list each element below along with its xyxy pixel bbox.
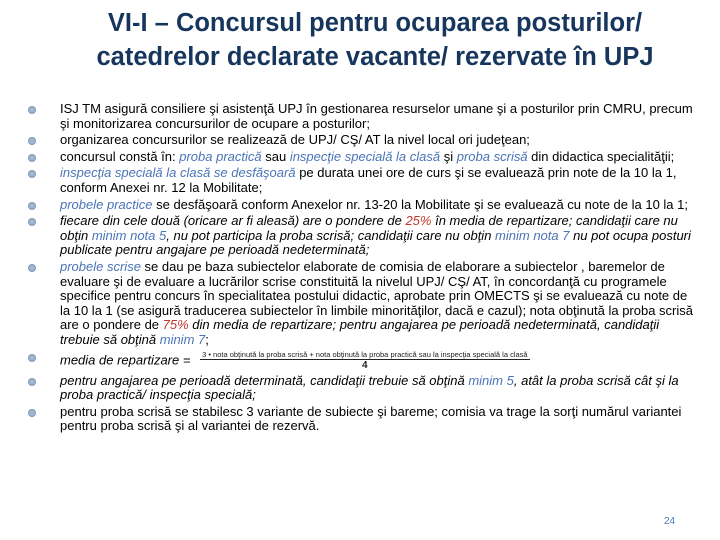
bullet-dot	[28, 154, 36, 162]
highlight-probele-scrise: probele scrise	[60, 258, 141, 274]
bullet-text: pe durata unei ore de curs şi se evaluează prin note de la 10 la 1, conform Anexei nr. 12 la Mobilitate;	[60, 165, 677, 195]
bullet-dot	[28, 170, 36, 178]
bullet-dot	[28, 106, 36, 114]
bullet-text: nu pot ocupa posturi publicate pentru angajare pe perioadă nedeterminată;	[60, 227, 691, 258]
bullet-text: se desfăşoară conform Anexelor nr. 13-20 la Mobilitate şi se evaluează cu note de la 10 la 1;	[152, 196, 688, 212]
bullet-dot	[28, 409, 36, 417]
bullet-text: se dau pe baza subiectelor elaborate de comisia de elaborare a subiectelor , baremelor de evaluare şi de evaluare a lucrărilor scrise constituită la nivelul UPJ/ CŞ/ AT, în concordanţă cu programele specifice pentru concurs în specialitatea postului didactic, aprobate prin OMECTS şi se evaluează cu note de la 10 la 1 (se asigură traducerea subiectelor în limbile minorităţilor, dacă e cazul); nota obţinută la proba scrisă are o pondere de	[60, 258, 694, 333]
highlight-proba-scrisa: proba scrisă	[456, 148, 528, 164]
bullet-item-4	[28, 166, 698, 195]
bullet-text: din media de repartizare; pentru angajarea pe perioadă nedeterminată, candidaţii trebuie să obţină	[60, 317, 660, 347]
bullet-dot	[28, 264, 36, 272]
slide-title-line-1: VI-I – Concursul pentru ocuparea posturilor/	[107, 9, 643, 37]
bullet-text: , nu pot participa la proba scrisă; candidaţii care nu obţin	[166, 227, 496, 243]
bullet-dot	[28, 218, 36, 226]
bullet-text: şi	[440, 148, 457, 164]
bullet-item-2	[28, 133, 698, 148]
highlight-inspectie-clasa: inspecţia specială la clasă se desfăşoară	[60, 165, 296, 181]
bullet-text: în media de repartizare; candidaţii care nu obţin	[60, 213, 678, 243]
bullet-text: media de repartizare =	[60, 351, 191, 367]
bullet-item-1	[28, 102, 698, 131]
bullet-text: ISJ TM asigură consiliere şi asistenţă UPJ în gestionarea resurselor umane şi a posturilor prin CMRU, precum şi monitorizarea concursurilor de ocupare a posturilor;	[60, 101, 693, 131]
bullet-text: sau	[261, 148, 290, 164]
highlight-minim-nota-5: minim nota 5	[91, 227, 167, 243]
average-formula	[200, 350, 530, 372]
bullet-text: , atât la proba scrisă cât şi la proba practică/ inspecţia specială;	[60, 372, 679, 403]
formula-denominator: 4	[362, 359, 368, 371]
bullet-item-10	[28, 405, 698, 434]
slide-title	[40, 6, 710, 74]
highlight-25-percent: 25%	[405, 213, 432, 229]
bullet-text: concursul constă în:	[60, 148, 180, 164]
bullet-text: fiecare din cele două (oricare ar fi aleasă) are o pondere de	[60, 213, 406, 229]
bullet-text: pentru proba scrisă se stabilesc 3 variante de subiecte şi bareme; comisia va trage la sorţi numărul variantei pentru proba scrisă şi al variantei de rezervă.	[60, 403, 682, 434]
page-number: 24	[664, 516, 676, 527]
highlight-75-percent: 75%	[162, 317, 189, 333]
bullet-text: din didactica specialităţii;	[527, 148, 675, 164]
bullet-item-9	[28, 374, 698, 403]
bullet-item-5	[28, 198, 698, 213]
highlight-proba-practica: proba practică	[179, 148, 262, 164]
slide-title-line-2: catedrelor declarate vacante/ rezervate în UPJ	[96, 43, 654, 71]
bullet-item-8	[28, 350, 698, 372]
highlight-minim-nota-7: minim nota 7	[495, 227, 570, 243]
bullet-dot	[28, 354, 36, 362]
bullet-dot	[28, 378, 36, 386]
highlight-minim-7: minim 7	[159, 331, 206, 347]
bullet-text: organizarea concursurilor se realizează de UPJ/ CŞ/ AT la nivel local ori judeţean;	[60, 132, 530, 148]
bullet-dot	[28, 202, 36, 210]
bullet-dot	[28, 137, 36, 145]
bullet-list	[28, 102, 698, 436]
formula-numerator: 3 • nota obţinută la proba scrisă + nota obţinută la proba practică sau la inspecţia specială la clasă	[202, 349, 528, 359]
bullet-text: pentru angajarea pe perioadă determinată, candidaţii trebuie să obţină	[60, 372, 469, 388]
bullet-item-3	[28, 150, 698, 165]
bullet-text: ;	[205, 331, 209, 347]
highlight-inspectie: inspecţie specială la clasă	[289, 148, 441, 164]
bullet-item-6	[28, 214, 698, 258]
highlight-probele-practice: probele practice	[60, 196, 153, 212]
bullet-item-7	[28, 260, 698, 348]
highlight-minim-5: minim 5	[468, 372, 514, 388]
